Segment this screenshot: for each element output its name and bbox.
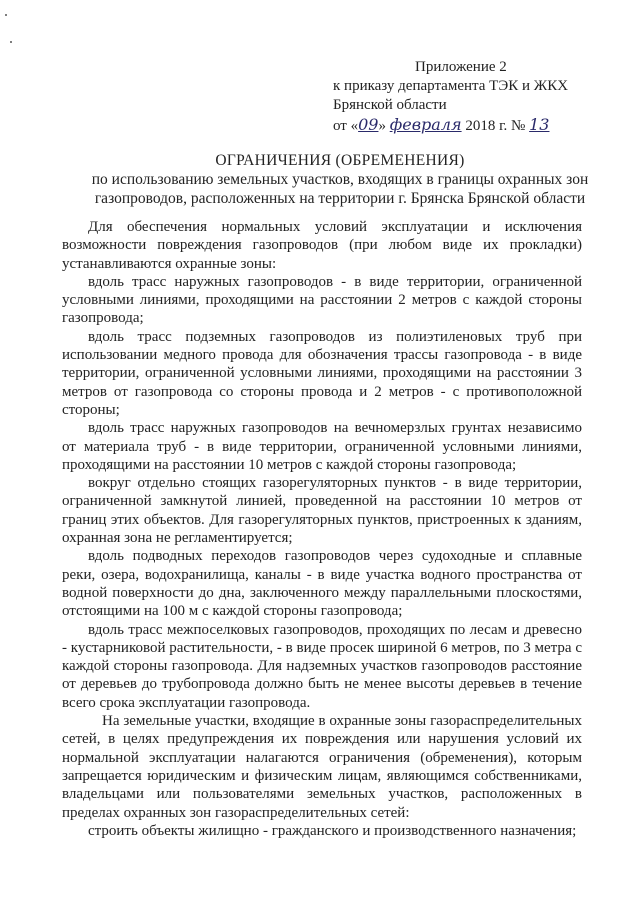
scan-speck	[10, 41, 12, 43]
paragraph-intersettlement-gas: вдоль трасс межпоселковых газопроводов, проходящих по лесам и древесно - кустарниковой растительности, - в виде просек шириной 6 метров, по 3 метра с каждой стороны газопровода. Для надземных участков газопроводов расстояние от деревьев до трубопровода должно быть не менее высоты деревьев в течение всего срока эксплуатации газопровода.	[62, 621, 582, 711]
paragraph-regulator-points: вокруг отдельно стоящих газорегуляторных пунктов - в виде территории, ограниченной замкнутой линией, проведенной на расстоянии 10 метров от границ этих объектов. Для газорегуляторных пунктов, пристроенных к зданиям, охранная зона не регламентируется;	[62, 475, 582, 547]
paragraph-underground-gas: вдоль трасс подземных газопроводов из полиэтиленовых труб при использовании медного провода для обозначения трассы газопровода - в виде территории, ограниченной условными линиями, проходящими на расстоянии 3 метров от газопровода со стороны провода и 2 метров - с противоположной стороны;	[62, 328, 582, 418]
scan-speck	[5, 14, 7, 16]
document-body	[62, 218, 582, 840]
document-heading	[60, 151, 620, 208]
handwritten-month: февраля	[389, 115, 462, 134]
appendix-region-line: Брянской области	[333, 97, 447, 113]
date-prefix: от «	[333, 118, 359, 134]
paragraph-underwater-crossings: вдоль подводных переходов газопроводов через судоходные и сплавные реки, озера, водохранилища, каналы - в виде участка водного пространства от водной поверхности до дна, заключенного между параллельными плоскостями, отстоящими на 100 м с каждой стороны газопровода;	[62, 548, 582, 620]
heading-subtitle-1: по использованию земельных участков, входящих в границы охранных зон	[91, 171, 589, 188]
paragraph-restrictions: На земельные участки, входящие в охранные зоны газораспределительных сетей, в целях предупреждения их повреждения или нарушения условий их нормальной эксплуатации налагаются ограничения (обременения), которым запрещается юридическим и физическим лицам, являющимся собственниками, владельцами или пользователями земельных участков, расположенных в пределах охранных зон газораспределительных сетей:	[62, 713, 582, 821]
paragraph-permafrost-gas: вдоль трасс наружных газопроводов на вечномерзлых грунтах независимо от материала труб - в виде территории, ограниченной условными линиями, проходящими на расстоянии 10 метров с каждой стороны газопровода;	[62, 420, 582, 473]
handwritten-order-number: 13	[529, 115, 550, 134]
paragraph-build-ban: строить объекты жилищно - гражданского и производственного назначения;	[88, 822, 577, 839]
appendix-block	[333, 58, 568, 136]
date-mid: »	[378, 118, 390, 134]
heading-title: ОГРАНИЧЕНИЯ (ОБРЕМЕНЕНИЯ)	[215, 152, 465, 169]
appendix-title: Приложение 2	[415, 59, 507, 75]
paragraph-outdoor-gas: вдоль трасс наружных газопроводов - в виде территории, ограниченной условными линиями, проходящими на расстоянии 2 метров с каждой стороны газопровода;	[62, 273, 582, 327]
appendix-order-line: к приказу департамента ТЭК и ЖКХ	[333, 78, 569, 94]
heading-subtitle-2: газопроводов, расположенных на территории г. Брянска Брянской области	[94, 190, 586, 207]
date-year: 2018 г. №	[461, 118, 530, 134]
paragraph-intro: Для обеспечения нормальных условий эксплуатации и исключения возможности повреждения газопроводов (при любом виде их прокладки) устанавливаются охранные зоны:	[62, 219, 582, 272]
handwritten-day: 09	[358, 115, 379, 134]
appendix-date-line	[333, 115, 568, 136]
